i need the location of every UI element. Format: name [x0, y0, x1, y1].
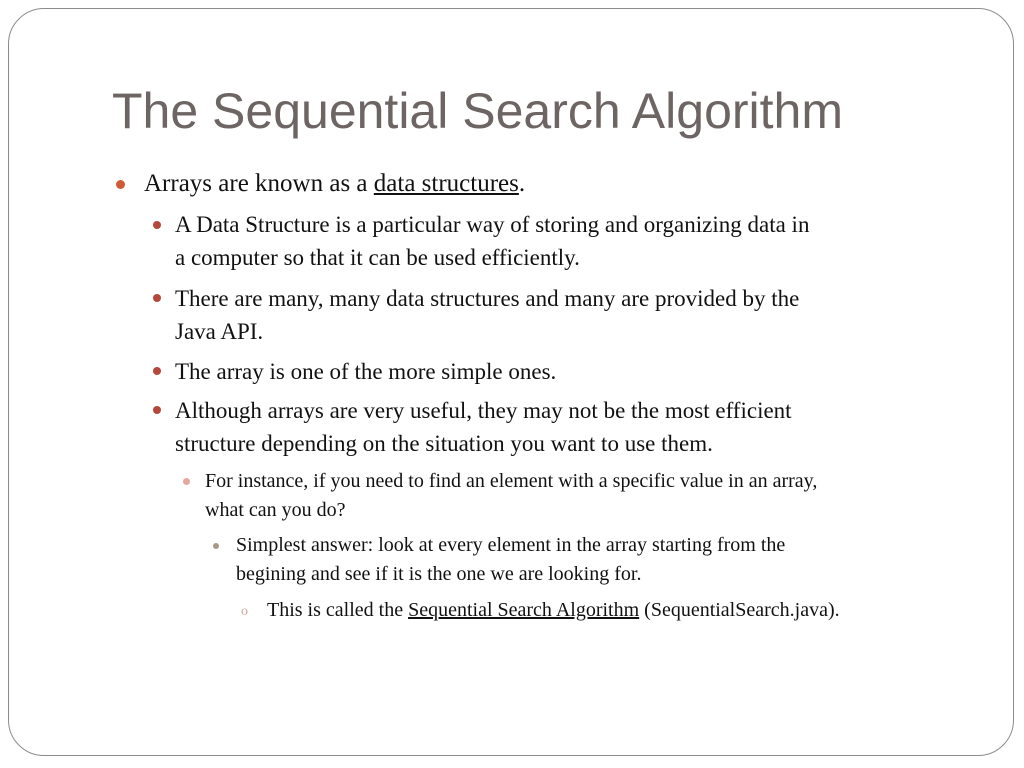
bullet-text: This is called the: [267, 599, 409, 621]
bullet-arrays-data-structures: [144, 169, 525, 199]
bullet-icon: [153, 406, 161, 414]
bullet-line: Simplest answer: look at every element in the array starting from the: [236, 534, 786, 556]
bullet-line: a computer so that it can be used efficiently.: [175, 245, 580, 270]
bullet-line: Although arrays are very useful, they may not be the most efficient: [175, 398, 792, 423]
bullet-sequential-search: [267, 596, 840, 625]
bullet-arrays-useful: [175, 394, 792, 460]
bullet-text: .: [518, 170, 526, 197]
bullet-line: A Data Structure is a particular way of storing and organizing data in: [175, 212, 810, 237]
bullet-line: structure depending on the situation you want to use them.: [175, 431, 713, 456]
bullet-line: For instance, if you need to find an element with a specific value in an array,: [205, 470, 818, 492]
data-structures-link[interactable]: data structures: [373, 170, 519, 197]
bullet-many-data-structures: [175, 282, 799, 348]
slide-title: The Sequential Search Algorithm: [112, 83, 843, 139]
bullet-line: what can you do?: [205, 499, 346, 521]
circle-bullet-icon: o: [241, 604, 248, 619]
bullet-icon: [213, 543, 219, 549]
bullet-data-structure-definition: [175, 208, 809, 274]
bullet-icon: [116, 180, 125, 189]
bullet-icon: [183, 478, 190, 485]
bullet-line: The array is one of the more simple ones.: [175, 359, 557, 384]
bullet-icon: [153, 221, 161, 229]
bullet-simplest-answer: [236, 531, 785, 589]
bullet-array-simple: [175, 355, 556, 388]
bullet-line: begining and see if it is the one we are looking for.: [236, 563, 642, 585]
bullet-line: Java API.: [175, 319, 264, 344]
bullet-text: Arrays are known as a: [144, 170, 374, 197]
bullet-for-instance: [205, 467, 817, 525]
bullet-icon: [153, 294, 161, 302]
bullet-icon: [153, 367, 161, 375]
sequential-search-link[interactable]: Sequential Search Algorithm: [408, 599, 640, 621]
bullet-text: (SequentialSearch.java).: [639, 599, 840, 621]
bullet-line: There are many, many data structures and many are provided by the: [175, 286, 800, 311]
